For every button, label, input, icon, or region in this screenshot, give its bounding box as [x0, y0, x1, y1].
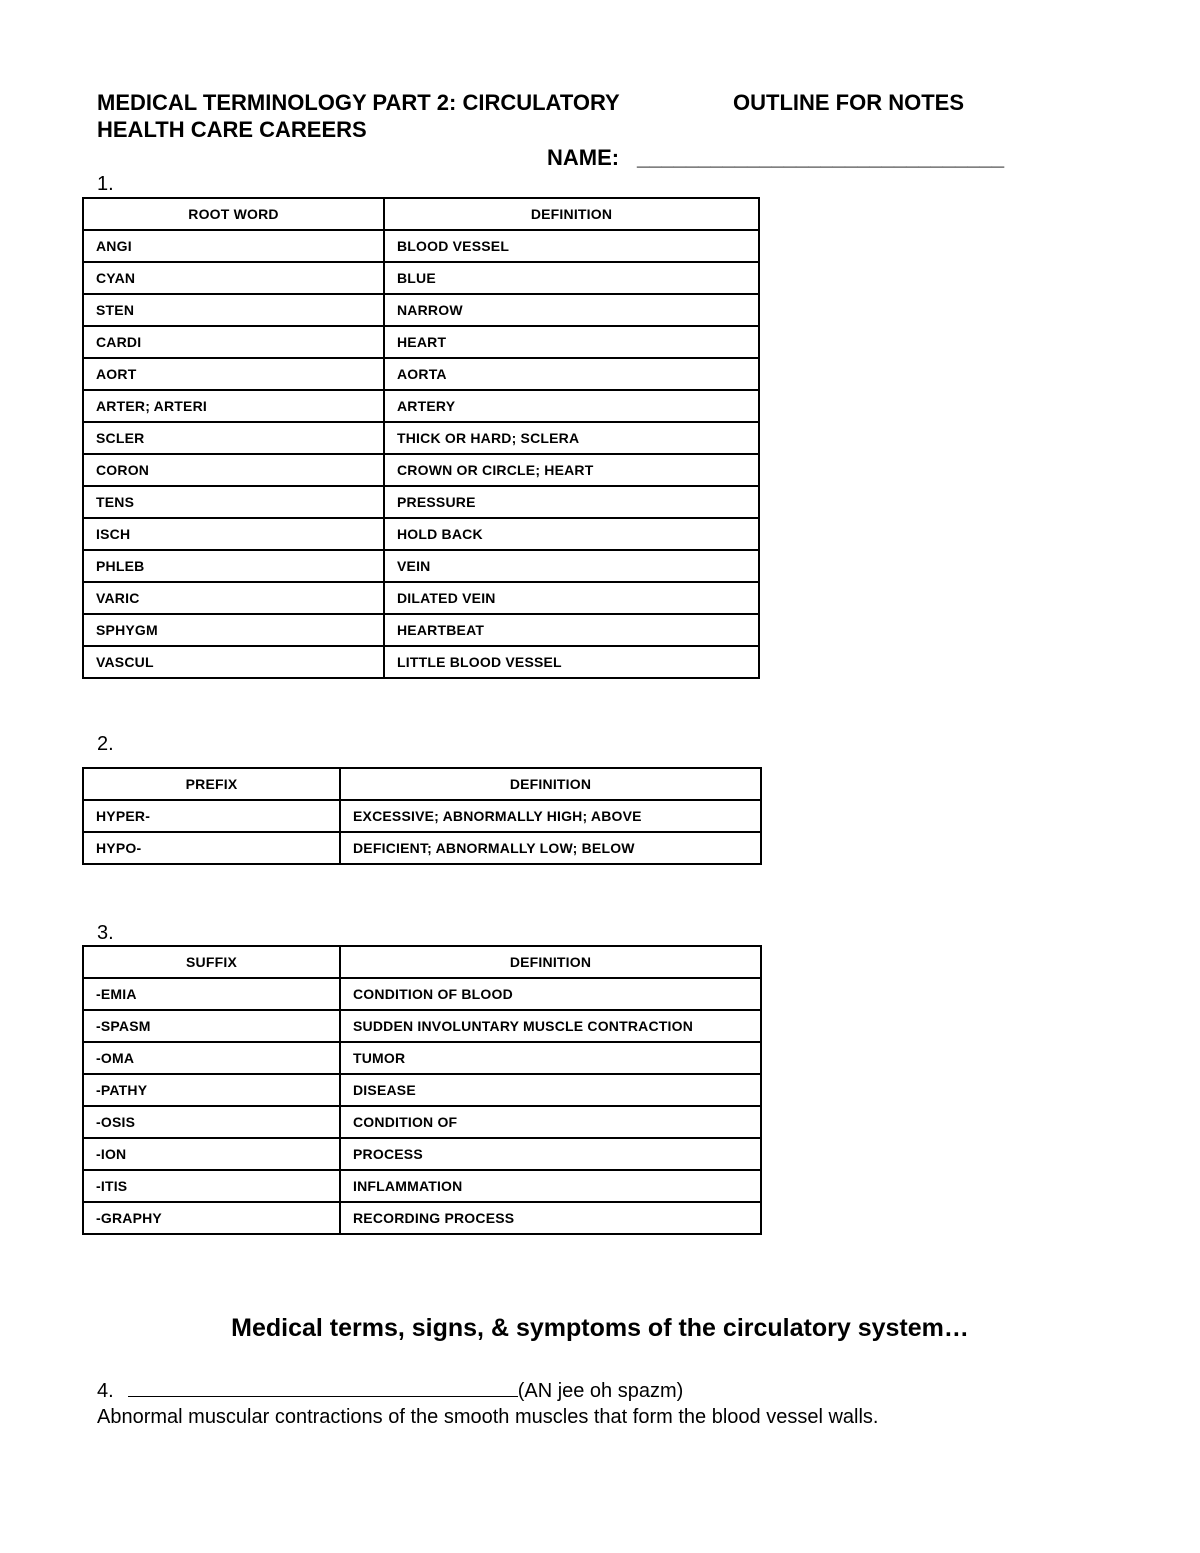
item-4	[97, 1378, 683, 1403]
definition-cell: AORTA	[384, 358, 759, 390]
section-3-number: 3.	[97, 922, 114, 944]
definition-cell: DISEASE	[340, 1074, 761, 1106]
definition-cell: BLOOD VESSEL	[384, 230, 759, 262]
worksheet-title: MEDICAL TERMINOLOGY PART 2: CIRCULATORY	[97, 90, 620, 115]
root-word-cell: CORON	[83, 454, 384, 486]
column-header: ROOT WORD	[83, 198, 384, 230]
root-word-cell: CYAN	[83, 262, 384, 294]
suffix-cell: -ITIS	[83, 1170, 340, 1202]
table-row	[83, 422, 759, 454]
table-row	[83, 978, 761, 1010]
definition-cell: NARROW	[384, 294, 759, 326]
suffix-cell: -SPASM	[83, 1010, 340, 1042]
column-header: PREFIX	[83, 768, 340, 800]
root-word-cell: CARDI	[83, 326, 384, 358]
prefix-cell: HYPO-	[83, 832, 340, 864]
root-word-cell: ANGI	[83, 230, 384, 262]
name-label: NAME:	[547, 145, 620, 170]
table-row	[83, 358, 759, 390]
suffix-cell: -EMIA	[83, 978, 340, 1010]
table-row	[83, 1074, 761, 1106]
root-word-cell: ARTER; ARTERI	[83, 390, 384, 422]
suffix-table	[82, 945, 762, 1235]
definition-cell: CROWN OR CIRCLE; HEART	[384, 454, 759, 486]
definition-cell: BLUE	[384, 262, 759, 294]
root-word-cell: STEN	[83, 294, 384, 326]
root-word-cell: VASCUL	[83, 646, 384, 678]
definition-cell: LITTLE BLOOD VESSEL	[384, 646, 759, 678]
definition-cell: PROCESS	[340, 1138, 761, 1170]
terms-heading: Medical terms, signs, & symptoms of the circulatory system…	[231, 1314, 969, 1342]
definition-cell: EXCESSIVE; ABNORMALLY HIGH; ABOVE	[340, 800, 761, 832]
table-row	[83, 550, 759, 582]
table-row	[83, 832, 761, 864]
table-row	[83, 614, 759, 646]
root-word-table	[82, 197, 760, 679]
definition-cell: INFLAMMATION	[340, 1170, 761, 1202]
table-row	[83, 646, 759, 678]
table-row	[83, 800, 761, 832]
table-row	[83, 390, 759, 422]
suffix-cell: -OMA	[83, 1042, 340, 1074]
item-4-pronunciation: (AN jee oh spazm)	[517, 1380, 684, 1402]
table-header-row	[83, 198, 759, 230]
outline-label: OUTLINE FOR NOTES	[733, 90, 964, 115]
definition-cell: RECORDING PROCESS	[340, 1202, 761, 1234]
table-row	[83, 1170, 761, 1202]
suffix-cell: -PATHY	[83, 1074, 340, 1106]
suffix-cell: -OSIS	[83, 1106, 340, 1138]
section-2-number: 2.	[97, 733, 114, 755]
definition-cell: CONDITION OF BLOOD	[340, 978, 761, 1010]
item-4-number: 4.	[97, 1380, 114, 1402]
root-word-cell: SPHYGM	[83, 614, 384, 646]
table-header-row	[83, 768, 761, 800]
table-row	[83, 262, 759, 294]
column-header: DEFINITION	[340, 946, 761, 978]
table-row	[83, 1106, 761, 1138]
root-word-cell: SCLER	[83, 422, 384, 454]
item-4-description: Abnormal muscular contractions of the smooth muscles that form the blood vessel walls.	[97, 1406, 879, 1428]
table-row	[83, 518, 759, 550]
table-row	[83, 326, 759, 358]
column-header: DEFINITION	[340, 768, 761, 800]
definition-cell: DEFICIENT; ABNORMALLY LOW; BELOW	[340, 832, 761, 864]
course-name: HEALTH CARE CAREERS	[97, 117, 367, 142]
definition-cell: ARTERY	[384, 390, 759, 422]
table-header-row	[83, 946, 761, 978]
root-word-cell: TENS	[83, 486, 384, 518]
column-header: DEFINITION	[384, 198, 759, 230]
suffix-cell: -GRAPHY	[83, 1202, 340, 1234]
table-row	[83, 582, 759, 614]
root-word-cell: AORT	[83, 358, 384, 390]
definition-cell: THICK OR HARD; SCLERA	[384, 422, 759, 454]
name-blank-line[interactable]: ______________________________	[637, 145, 1005, 170]
table-row	[83, 1138, 761, 1170]
answer-blank-line[interactable]	[128, 1378, 518, 1397]
definition-cell: HEARTBEAT	[384, 614, 759, 646]
definition-cell: HOLD BACK	[384, 518, 759, 550]
table-row	[83, 230, 759, 262]
root-word-cell: VARIC	[83, 582, 384, 614]
table-row	[83, 294, 759, 326]
root-word-cell: PHLEB	[83, 550, 384, 582]
column-header: SUFFIX	[83, 946, 340, 978]
definition-cell: SUDDEN INVOLUNTARY MUSCLE CONTRACTION	[340, 1010, 761, 1042]
definition-cell: CONDITION OF	[340, 1106, 761, 1138]
definition-cell: PRESSURE	[384, 486, 759, 518]
table-row	[83, 1042, 761, 1074]
prefix-table	[82, 767, 762, 865]
definition-cell: TUMOR	[340, 1042, 761, 1074]
table-row	[83, 1202, 761, 1234]
prefix-cell: HYPER-	[83, 800, 340, 832]
root-word-cell: ISCH	[83, 518, 384, 550]
section-1-number: 1.	[97, 173, 114, 195]
table-row	[83, 1010, 761, 1042]
suffix-cell: -ION	[83, 1138, 340, 1170]
table-row	[83, 486, 759, 518]
definition-cell: HEART	[384, 326, 759, 358]
table-row	[83, 454, 759, 486]
definition-cell: VEIN	[384, 550, 759, 582]
definition-cell: DILATED VEIN	[384, 582, 759, 614]
